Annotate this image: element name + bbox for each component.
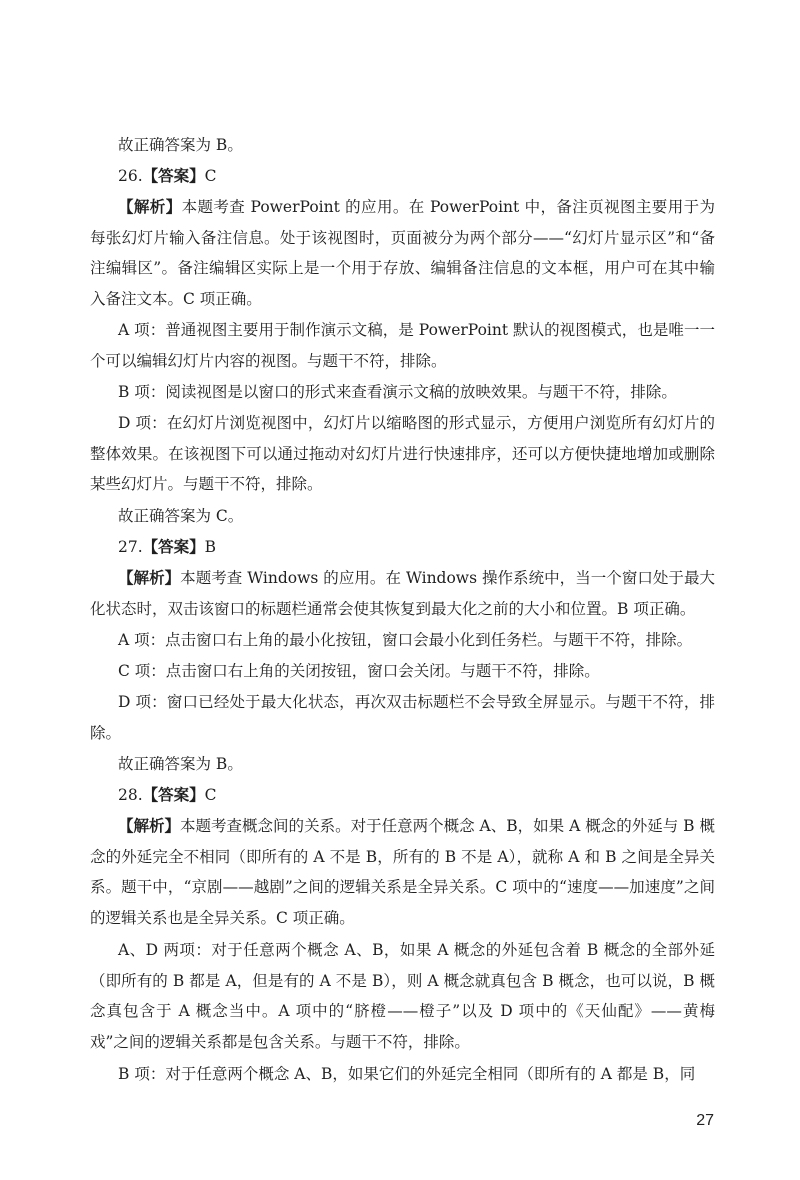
option-text: D 项：在幻灯片浏览视图中，幻灯片以缩略图的形式显示，方便用户浏览所有幻灯片的整体效果。在该视图下可以通过拖动对幻灯片进行快速排序，还可以方便快捷地增加或删除某些幻灯片。与题干不符，排除。 [90,414,715,493]
analysis-26 [90,192,715,314]
analysis-text: 本题考查 PowerPoint 的应用。在 PowerPoint 中，备注页视图主要用于为每张幻灯片输入备注信息。处于该视图时，页面被分为两个部分——“幻灯片显示区”和“备注编辑区”。备注编辑区实际上是一个用于存放、编辑备注信息的文本框，用户可在其中输入备注文本。C 项正确。 [90,198,715,308]
option-b-28 [90,1059,715,1090]
answer-label: 【答案】 [142,537,205,556]
analysis-label: 【解析】 [118,197,182,216]
option-ad-28 [90,935,715,1057]
analysis-text: 本题考查概念间的关系。对于任意两个概念 A、B，如果 A 概念的外延与 B 概念的外延完全不相同（即所有的 A 不是 B，所有的 B 不是 A），就称 A 和 B 之间是全异关系。题干中，“京剧——越剧”之间的逻辑关系是全异关系。C 项中的“速度——加速度”之间的逻辑关系也是全异关系。C 项正确。 [90,817,715,927]
analysis-text: 本题考查 Windows 的应用。在 Windows 操作系统中，当一个窗口处于最大化状态时，双击该窗口的标题栏通常会使其恢复到最大化之前的大小和位置。B 项正确。 [90,569,715,618]
option-d-27 [90,687,715,748]
conclusion-26 [90,501,715,532]
analysis-label: 【解析】 [118,568,181,587]
option-text: D 项：窗口已经处于最大化状态，再次双击标题栏不会导致全屏显示。与题干不符，排除。 [90,693,715,742]
question-number: 27. [118,538,143,556]
analysis-27 [90,563,715,624]
option-text: B 项：对于任意两个概念 A、B，如果它们的外延完全相同（即所有的 A 都是 B，同 [118,1065,696,1083]
option-a-26 [90,315,715,376]
analysis-label: 【解析】 [118,816,181,835]
conclusion-25 [90,130,715,161]
answer-27 [90,532,715,563]
option-text: A、D 两项：对于任意两个概念 A、B，如果 A 概念的外延包含着 B 概念的全部外延（即所有的 B 都是 A，但是有的 A 不是 B），则 A 概念就真包含 B 概念，也可以说，B 概念真包含于 A 概念当中。A 项中的“脐橙——橙子”以及 D 项中的《天仙配》——黄梅戏”之间的逻辑关系都是包含关系。与题干不符，排除。 [90,941,715,1051]
option-text: A 项：点击窗口右上角的最小化按钮，窗口会最小化到任务栏。与题干不符，排除。 [118,631,693,649]
analysis-28 [90,811,715,933]
answer-label: 【答案】 [142,166,205,185]
conclusion-text: 故正确答案为 B。 [118,755,243,773]
answer-value: C [204,167,217,185]
option-a-27 [90,625,715,656]
option-text: B 项：阅读视图是以窗口的形式来查看演示文稿的放映效果。与题干不符，排除。 [118,383,677,401]
page-number: 27 [696,1112,714,1129]
answer-value: B [204,538,217,556]
option-d-26 [90,408,715,500]
option-c-27 [90,656,715,687]
answer-value: C [204,786,217,804]
answer-28 [90,780,715,811]
option-text: C 项：点击窗口右上角的关闭按钮，窗口会关闭。与题干不符，排除。 [118,662,600,680]
answer-label: 【答案】 [142,785,205,804]
question-number: 26. [118,167,143,185]
option-b-26 [90,377,715,408]
question-number: 28. [118,786,143,804]
option-text: A 项：普通视图主要用于制作演示文稿，是 PowerPoint 默认的视图模式，也是唯一一个可以编辑幻灯片内容的视图。与题干不符，排除。 [90,321,715,370]
conclusion-text: 故正确答案为 C。 [118,507,244,525]
conclusion-25-text: 故正确答案为 B。 [118,136,243,154]
conclusion-27 [90,749,715,780]
answer-26 [90,161,715,192]
